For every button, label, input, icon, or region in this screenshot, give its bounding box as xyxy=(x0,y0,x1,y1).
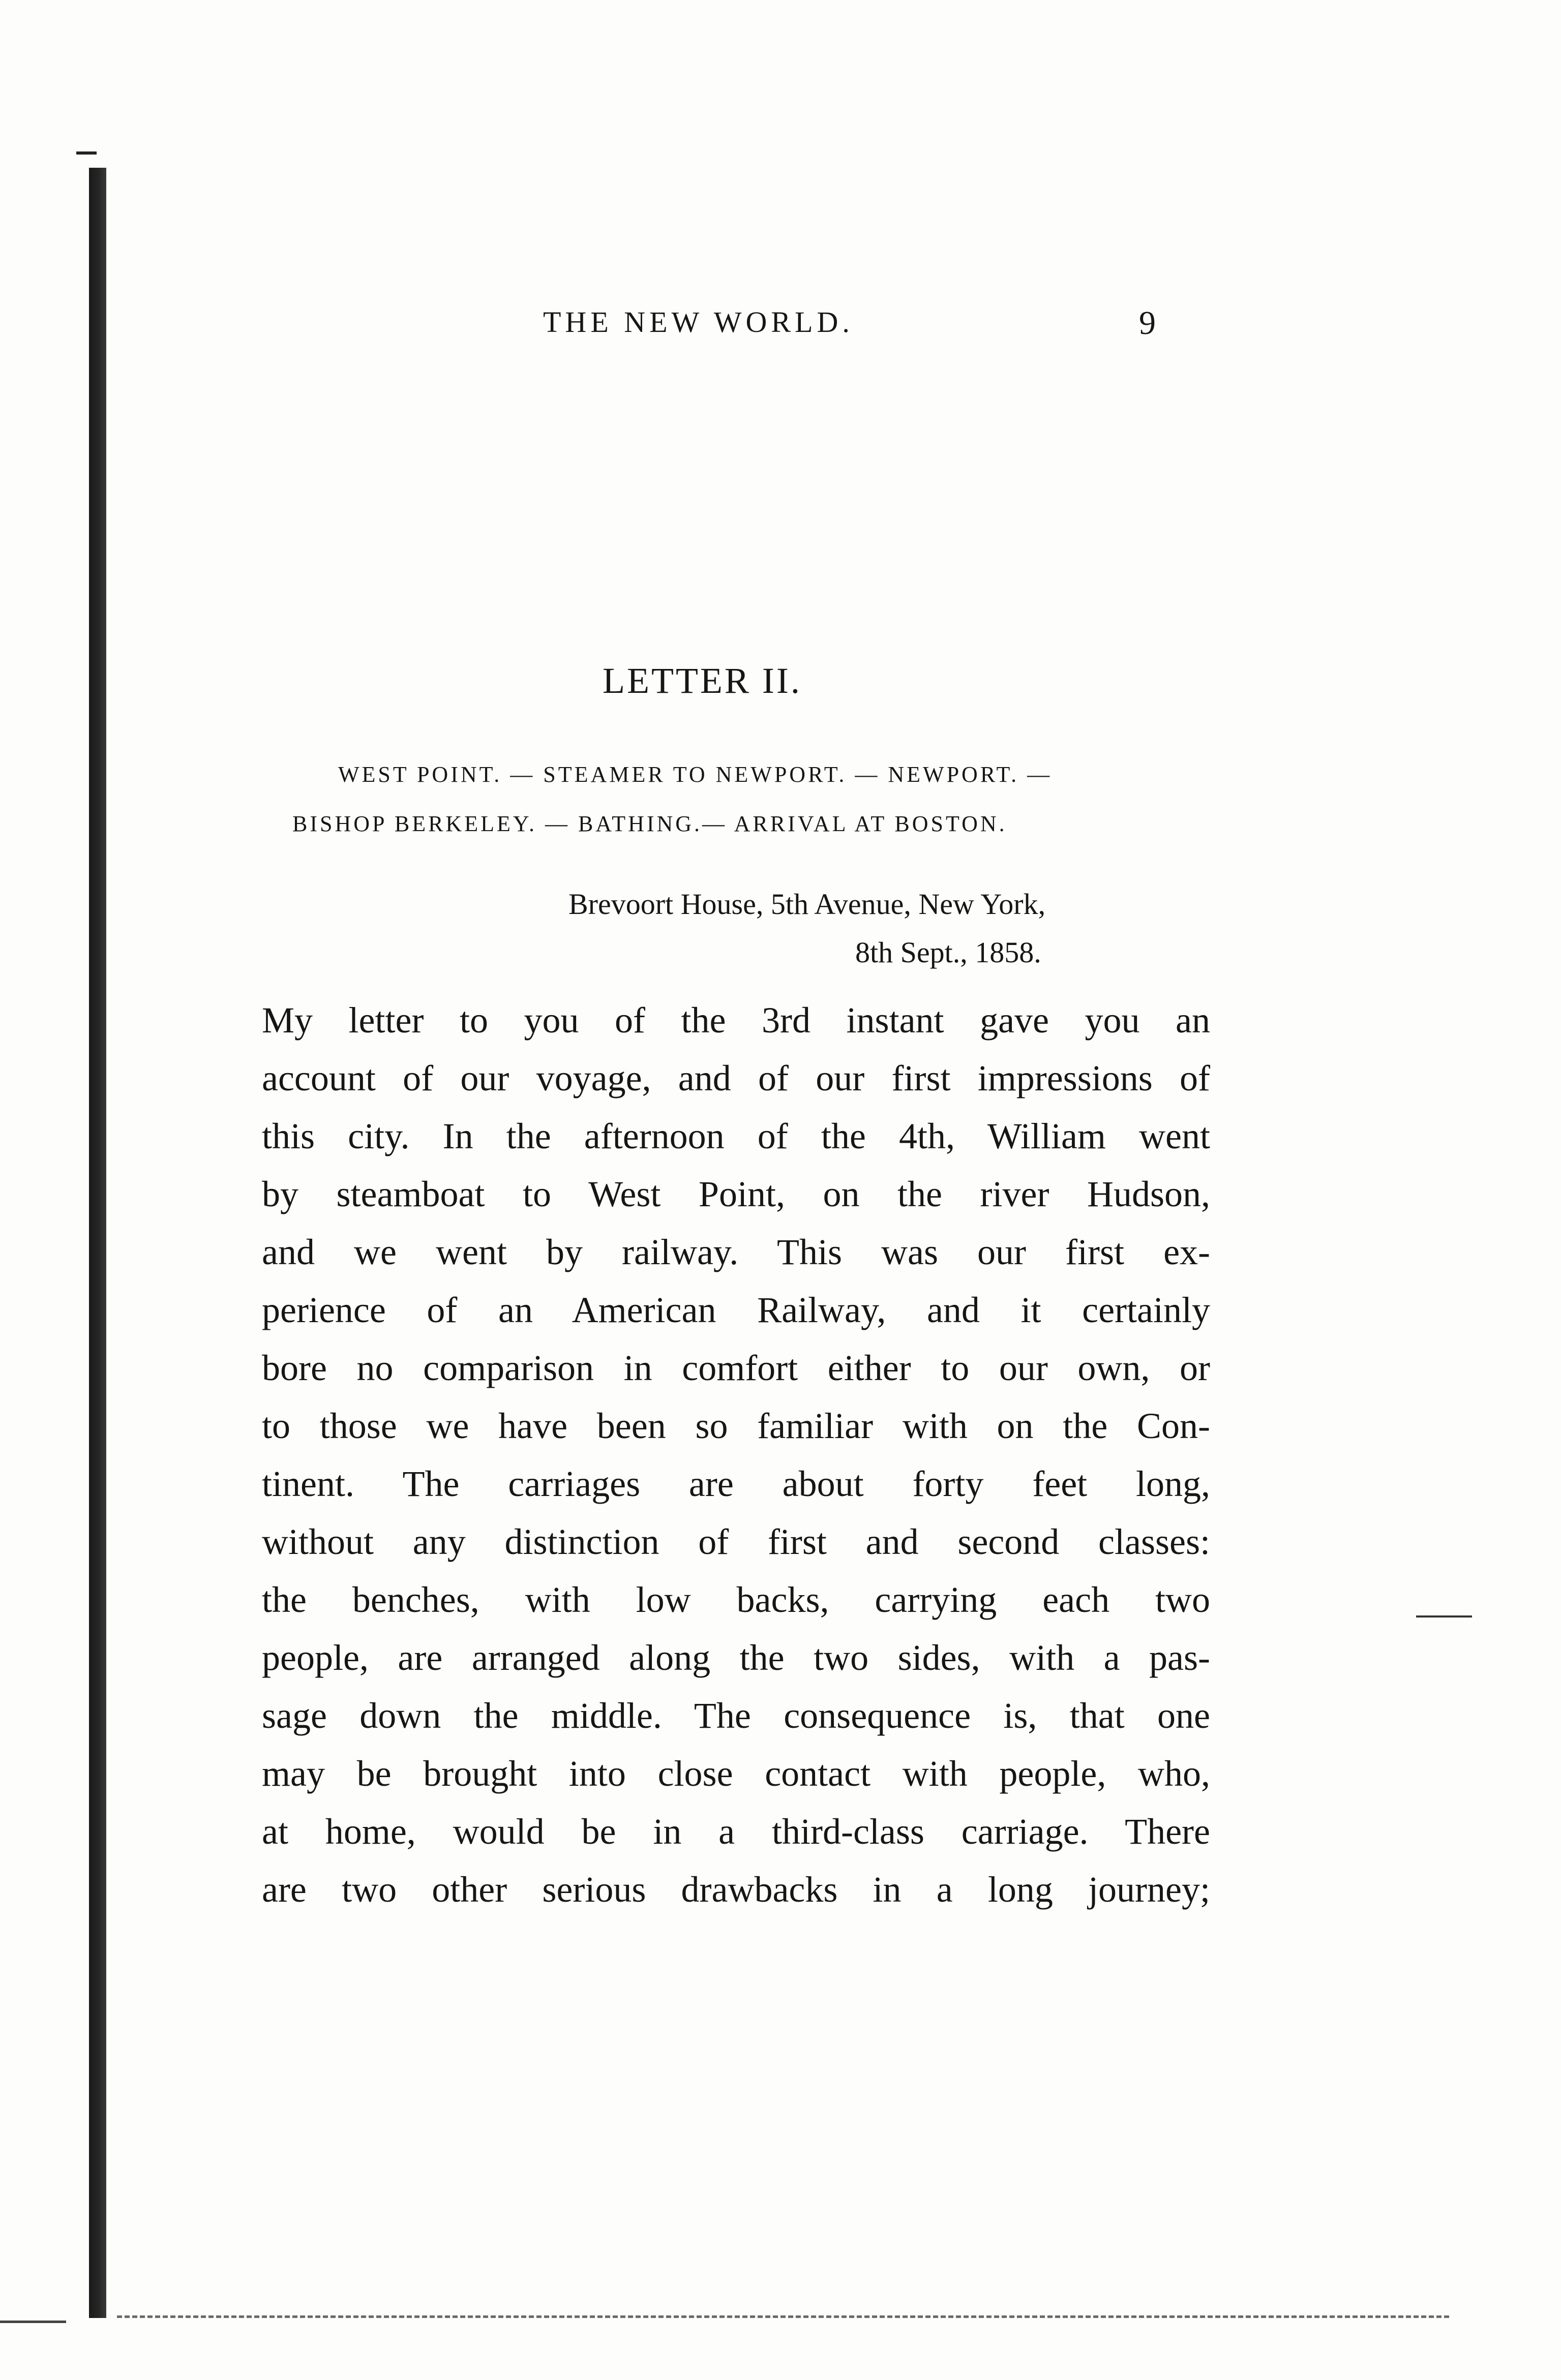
margin-rule-mark xyxy=(1416,1615,1472,1618)
body-line: this city. In the afternoon of the 4th, William went xyxy=(262,1116,1210,1156)
page-bottom-edge-left xyxy=(0,2321,66,2323)
binding-gutter-shadow xyxy=(89,168,106,2318)
body-line: My letter to you of the 3rd instant gave you an xyxy=(262,1000,1210,1041)
dateline-date: 8th Sept., 1858. xyxy=(855,936,1041,969)
body-line: by steamboat to West Point, on the river Hudson, xyxy=(262,1174,1210,1214)
body-line: bore no comparison in comfort either to our own, or xyxy=(262,1348,1210,1388)
letter-heading: LETTER II. xyxy=(603,660,802,701)
body-line: tinent. The carriages are about forty feet long, xyxy=(262,1463,1210,1504)
body-line: people, are arranged along the two sides, with a pas- xyxy=(262,1637,1210,1678)
body-line: the benches, with low backs, carrying each two xyxy=(262,1579,1210,1620)
letter-summary-line-2: BISHOP BERKELEY. — BATHING.— ARRIVAL AT BOSTON. xyxy=(292,811,1007,836)
binding-edge-mark xyxy=(76,151,97,155)
body-line: sage down the middle. The consequence is, that one xyxy=(262,1695,1210,1736)
body-line: perience of an American Railway, and it certainly xyxy=(262,1290,1210,1330)
body-line: at home, would be in a third-class carriage. There xyxy=(262,1811,1210,1852)
body-paragraph xyxy=(262,991,1210,1918)
body-line: account of our voyage, and of our first impressions of xyxy=(262,1058,1210,1099)
body-line: may be brought into close contact with people, who, xyxy=(262,1753,1210,1794)
page-bottom-edge xyxy=(117,2315,1449,2318)
body-line: and we went by railway. This was our first ex- xyxy=(262,1232,1210,1272)
letter-summary-line-1: WEST POINT. — STEAMER TO NEWPORT. — NEWPORT. — xyxy=(338,762,1053,787)
body-line: without any distinction of first and second classes: xyxy=(262,1521,1210,1562)
running-title: THE NEW WORLD. xyxy=(543,306,854,339)
body-line: to those we have been so familiar with on the Con- xyxy=(262,1406,1210,1446)
dateline-place: Brevoort House, 5th Avenue, New York, xyxy=(568,888,1046,921)
page-number: 9 xyxy=(1139,304,1156,342)
body-line: are two other serious drawbacks in a long journey; xyxy=(262,1869,1210,1910)
